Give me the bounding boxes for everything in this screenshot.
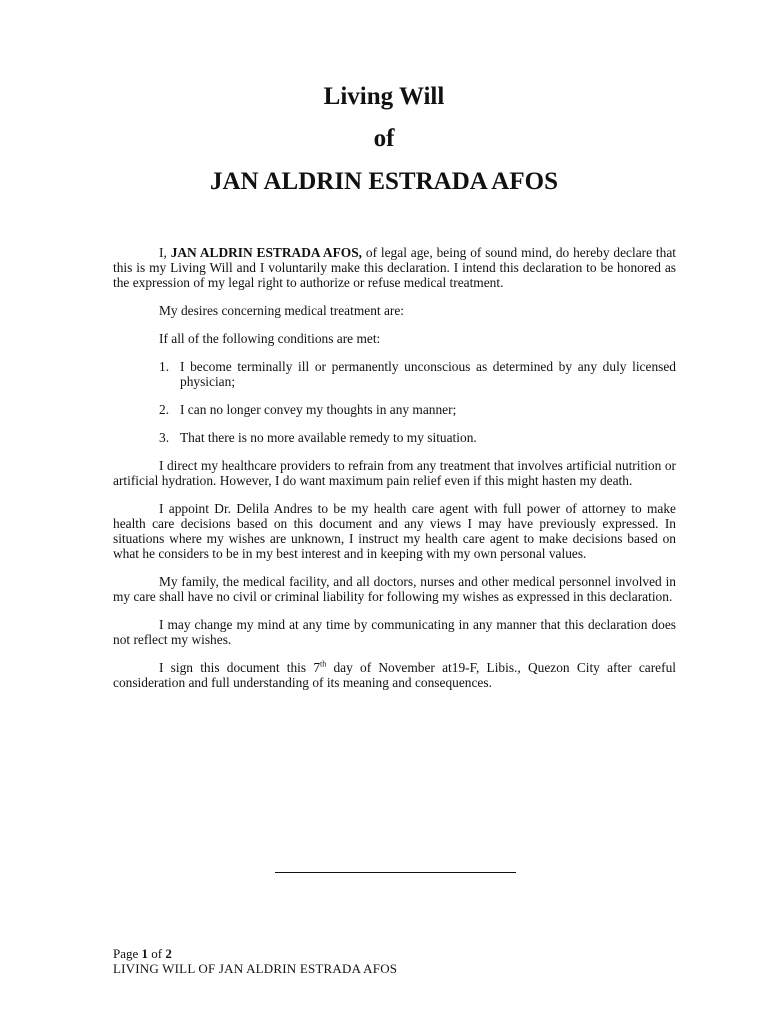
list-item-text: I become terminally ill or permanently unconscious as determined by any duly licensed physician; [180,359,676,389]
conditions-list [113,359,676,445]
intro-paragraph [113,245,676,290]
list-item-text: I can no longer convey my thoughts in any manner; [180,402,457,417]
list-item [113,402,676,417]
agent-paragraph: I appoint Dr. Delila Andres to be my health care agent with full power of attorney to make health care decisions based on this document and any views I may have previously expressed. In situations where my wishes are unknown, I instruct my health care agent to make decisions based on what he considers to be in my best interest and in keeping with my own personal values. [113,501,676,561]
page-total: 2 [165,946,172,961]
desires-paragraph: My desires concerning medical treatment are: [159,303,405,318]
intro-prefix: I, [159,245,171,260]
directive-paragraph: I direct my healthcare providers to refrain from any treatment that involves artificial nutrition or artificial hydration. However, I do want maximum pain relief even if this might hasten my death. [113,458,676,488]
intro-text: of legal age, being of sound mind, do hereby declare that this is my Living Will and I voluntarily make this declaration. I intend this declaration to be honored as the expression of my legal right to authorize or refuse medical treatment. [113,245,676,290]
list-item-number: 1. [159,359,170,374]
page-current: 1 [141,946,149,961]
list-item [113,430,676,445]
document-title: Living Will [323,83,445,110]
signing-prefix: I sign this document this 7 [159,660,321,675]
page-label: Page [113,946,142,961]
list-item-text: That there is no more available remedy to my situation. [180,430,477,445]
list-item-number: 3. [159,430,170,445]
footer-doc-title: LIVING WILL OF JAN ALDRIN ESTRADA AFOS [113,961,398,976]
signature-line [275,872,516,873]
page-footer [113,946,397,976]
list-item-number: 2. [159,402,170,417]
page-separator: of [148,946,166,961]
document-title-name: JAN ALDRIN ESTRADA AFOS [210,168,558,195]
page-number [113,946,397,961]
list-item [113,359,676,389]
conditions-intro: If all of the following conditions are met: [159,331,381,346]
revocation-paragraph: I may change my mind at any time by communicating in any manner that this declaration does not reflect my wishes. [113,617,676,647]
document-title-of: of [373,125,395,152]
signing-paragraph [113,660,676,690]
signing-ordinal: th [320,659,327,669]
document-body [113,245,676,703]
signing-suffix: day of November at19-F, Libis., Quezon City after careful consideration and full understanding of its meaning and consequences. [113,660,676,690]
declarant-name: JAN ALDRIN ESTRADA AFOS, [170,245,362,260]
liability-paragraph: My family, the medical facility, and all doctors, nurses and other medical personnel involved in my care shall have no civil or criminal liability for following my wishes as expressed in this declaration. [113,574,676,604]
